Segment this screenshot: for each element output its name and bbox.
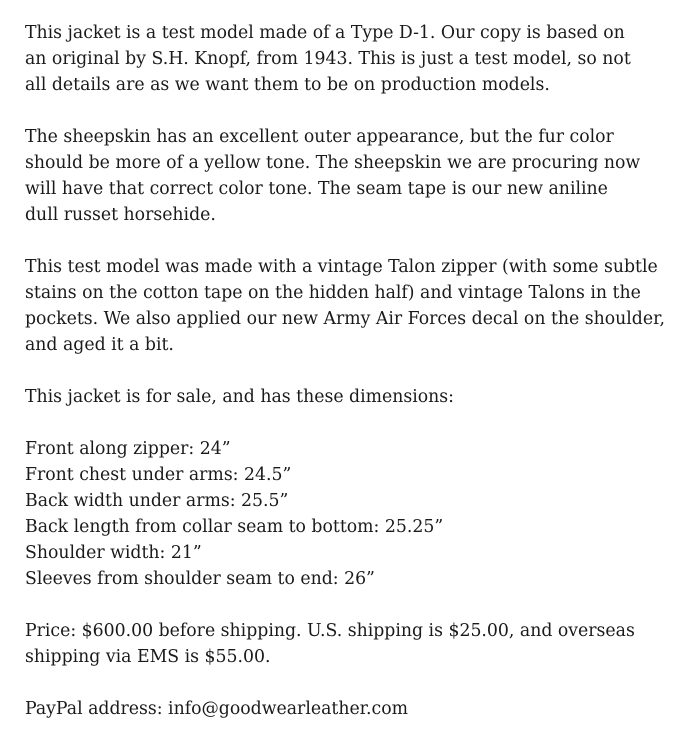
dimensions-list <box>25 436 685 592</box>
text-line: PayPal address: info@goodwearleather.com <box>25 699 408 719</box>
text-line: stains on the cotton tape on the hidden half) and vintage Talons in the <box>25 283 641 303</box>
text-line: shipping via EMS is $55.00. <box>25 647 271 667</box>
text-line: should be more of a yellow tone. The sheepskin we are procuring now <box>25 153 641 173</box>
sale-note <box>25 384 685 410</box>
text-line: This test model was made with a vintage Talon zipper (with some subtle <box>25 257 658 277</box>
dimension-item: Shoulder width: 21” <box>25 543 202 563</box>
intro-paragraph <box>25 20 685 98</box>
dimension-item: Front chest under arms: 24.5” <box>25 465 292 485</box>
text-line: an original by S.H. Knopf, from 1943. This is just a test model, so not <box>25 49 631 69</box>
dimension-item: Sleeves from shoulder seam to end: 26” <box>25 569 375 589</box>
dimension-item: Back length from collar seam to bottom: 25.25” <box>25 517 444 537</box>
text-line: pockets. We also applied our new Army Air Forces decal on the shoulder, <box>25 309 665 329</box>
text-line: dull russet horsehide. <box>25 205 216 225</box>
dimension-item: Front along zipper: 24” <box>25 439 231 459</box>
text-line: This jacket is for sale, and has these dimensions: <box>25 387 455 407</box>
price-paragraph <box>25 618 685 670</box>
listing-document <box>25 20 685 748</box>
text-line: This jacket is a test model made of a Type D-1. Our copy is based on <box>25 23 625 43</box>
text-line: all details are as we want them to be on production models. <box>25 75 550 95</box>
sheepskin-paragraph <box>25 124 685 228</box>
details-paragraph <box>25 254 685 358</box>
text-line: will have that correct color tone. The seam tape is our new aniline <box>25 179 608 199</box>
text-line: and aged it a bit. <box>25 335 174 355</box>
paypal-address <box>25 696 685 722</box>
text-line: The sheepskin has an excellent outer appearance, but the fur color <box>25 127 614 147</box>
text-line: Price: $600.00 before shipping. U.S. shipping is $25.00, and overseas <box>25 621 635 641</box>
dimension-item: Back width under arms: 25.5” <box>25 491 289 511</box>
